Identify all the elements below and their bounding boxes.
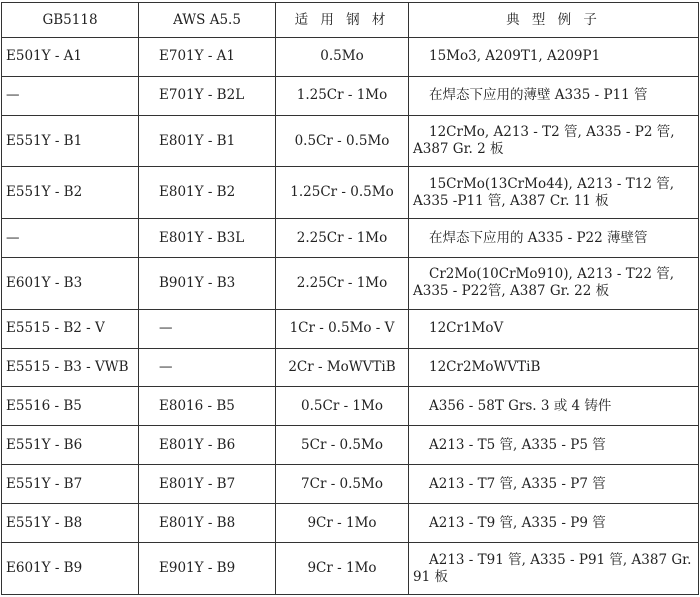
aws-cell: —	[139, 348, 276, 387]
gb-cell: E551Y - B2	[2, 167, 139, 219]
gb-cell: E5516 - B5	[2, 387, 139, 426]
steel-cell: 9Cr - 1Mo	[276, 543, 409, 595]
example-cell: 12Cr2MoWVTiB	[409, 348, 699, 387]
table-row	[2, 543, 699, 595]
example-cell: A213 - T7 管, A335 - P7 管	[409, 465, 699, 504]
aws-cell: E801Y - B6	[139, 426, 276, 465]
table-row	[2, 219, 699, 258]
gb-cell: —	[2, 76, 139, 115]
example-cell: A213 - T9 管, A335 - P9 管	[409, 504, 699, 543]
gb-cell: E601Y - B3	[2, 257, 139, 309]
steel-cell: 0.5Mo	[276, 38, 409, 77]
steel-cell: 0.5Cr - 0.5Mo	[276, 115, 409, 167]
aws-cell: E8016 - B5	[139, 387, 276, 426]
gb-cell: E551Y - B7	[2, 465, 139, 504]
table-row	[2, 465, 699, 504]
aws-cell: E701Y - A1	[139, 38, 276, 77]
example-cell: A356 - 58T Grs. 3 或 4 铸件	[409, 387, 699, 426]
header-aws: AWS A5.5	[139, 3, 276, 38]
example-cell: A213 - T5 管, A335 - P5 管	[409, 426, 699, 465]
aws-cell: E801Y - B2	[139, 167, 276, 219]
aws-cell: E701Y - B2L	[139, 76, 276, 115]
electrode-table	[1, 2, 699, 595]
table-row	[2, 76, 699, 115]
steel-cell: 2.25Cr - 1Mo	[276, 219, 409, 258]
example-cell: 在焊态下应用的薄壁 A335 - P11 管	[409, 76, 699, 115]
example-cell: 15CrMo(13CrMo44), A213 - T12 管, A335 -P11 管, A387 Cr. 11 板	[409, 167, 699, 219]
aws-cell: B901Y - B3	[139, 257, 276, 309]
table-row	[2, 257, 699, 309]
aws-cell: E801Y - B1	[139, 115, 276, 167]
steel-cell: 2Cr - MoWVTiB	[276, 348, 409, 387]
table-row	[2, 38, 699, 77]
gb-cell: E5515 - B2 - V	[2, 309, 139, 348]
aws-cell: E901Y - B9	[139, 543, 276, 595]
example-cell: Cr2Mo(10CrMo910), A213 - T22 管, A335 - P22管, A387 Gr. 22 板	[409, 257, 699, 309]
steel-cell: 2.25Cr - 1Mo	[276, 257, 409, 309]
table-row	[2, 387, 699, 426]
example-cell: 在焊态下应用的 A335 - P22 薄壁管	[409, 219, 699, 258]
example-cell: 12Cr1MoV	[409, 309, 699, 348]
table-row	[2, 426, 699, 465]
steel-cell: 0.5Cr - 1Mo	[276, 387, 409, 426]
gb-cell: —	[2, 219, 139, 258]
table-row	[2, 504, 699, 543]
steel-cell: 1.25Cr - 0.5Mo	[276, 167, 409, 219]
table-row	[2, 348, 699, 387]
gb-cell: E551Y - B8	[2, 504, 139, 543]
gb-cell: E601Y - B9	[2, 543, 139, 595]
gb-cell: E551Y - B1	[2, 115, 139, 167]
table-row	[2, 309, 699, 348]
header-row	[2, 3, 699, 38]
steel-cell: 9Cr - 1Mo	[276, 504, 409, 543]
aws-cell: E801Y - B8	[139, 504, 276, 543]
header-steel: 适 用 钢 材	[276, 3, 409, 38]
aws-cell: E801Y - B3L	[139, 219, 276, 258]
gb-cell: E551Y - B6	[2, 426, 139, 465]
steel-cell: 1Cr - 0.5Mo - V	[276, 309, 409, 348]
example-cell: 15Mo3, A209T1, A209P1	[409, 38, 699, 77]
steel-cell: 1.25Cr - 1Mo	[276, 76, 409, 115]
table-row	[2, 167, 699, 219]
steel-cell: 7Cr - 0.5Mo	[276, 465, 409, 504]
header-gb5118: GB5118	[2, 3, 139, 38]
steel-cell: 5Cr - 0.5Mo	[276, 426, 409, 465]
table-row	[2, 115, 699, 167]
gb-cell: E5515 - B3 - VWB	[2, 348, 139, 387]
gb-cell: E501Y - A1	[2, 38, 139, 77]
header-example: 典 型 例 子	[409, 3, 699, 38]
example-cell: A213 - T91 管, A335 - P91 管, A387 Gr. 91 板	[409, 543, 699, 595]
example-cell: 12CrMo, A213 - T2 管, A335 - P2 管, A387 Gr. 2 板	[409, 115, 699, 167]
aws-cell: —	[139, 309, 276, 348]
aws-cell: E801Y - B7	[139, 465, 276, 504]
